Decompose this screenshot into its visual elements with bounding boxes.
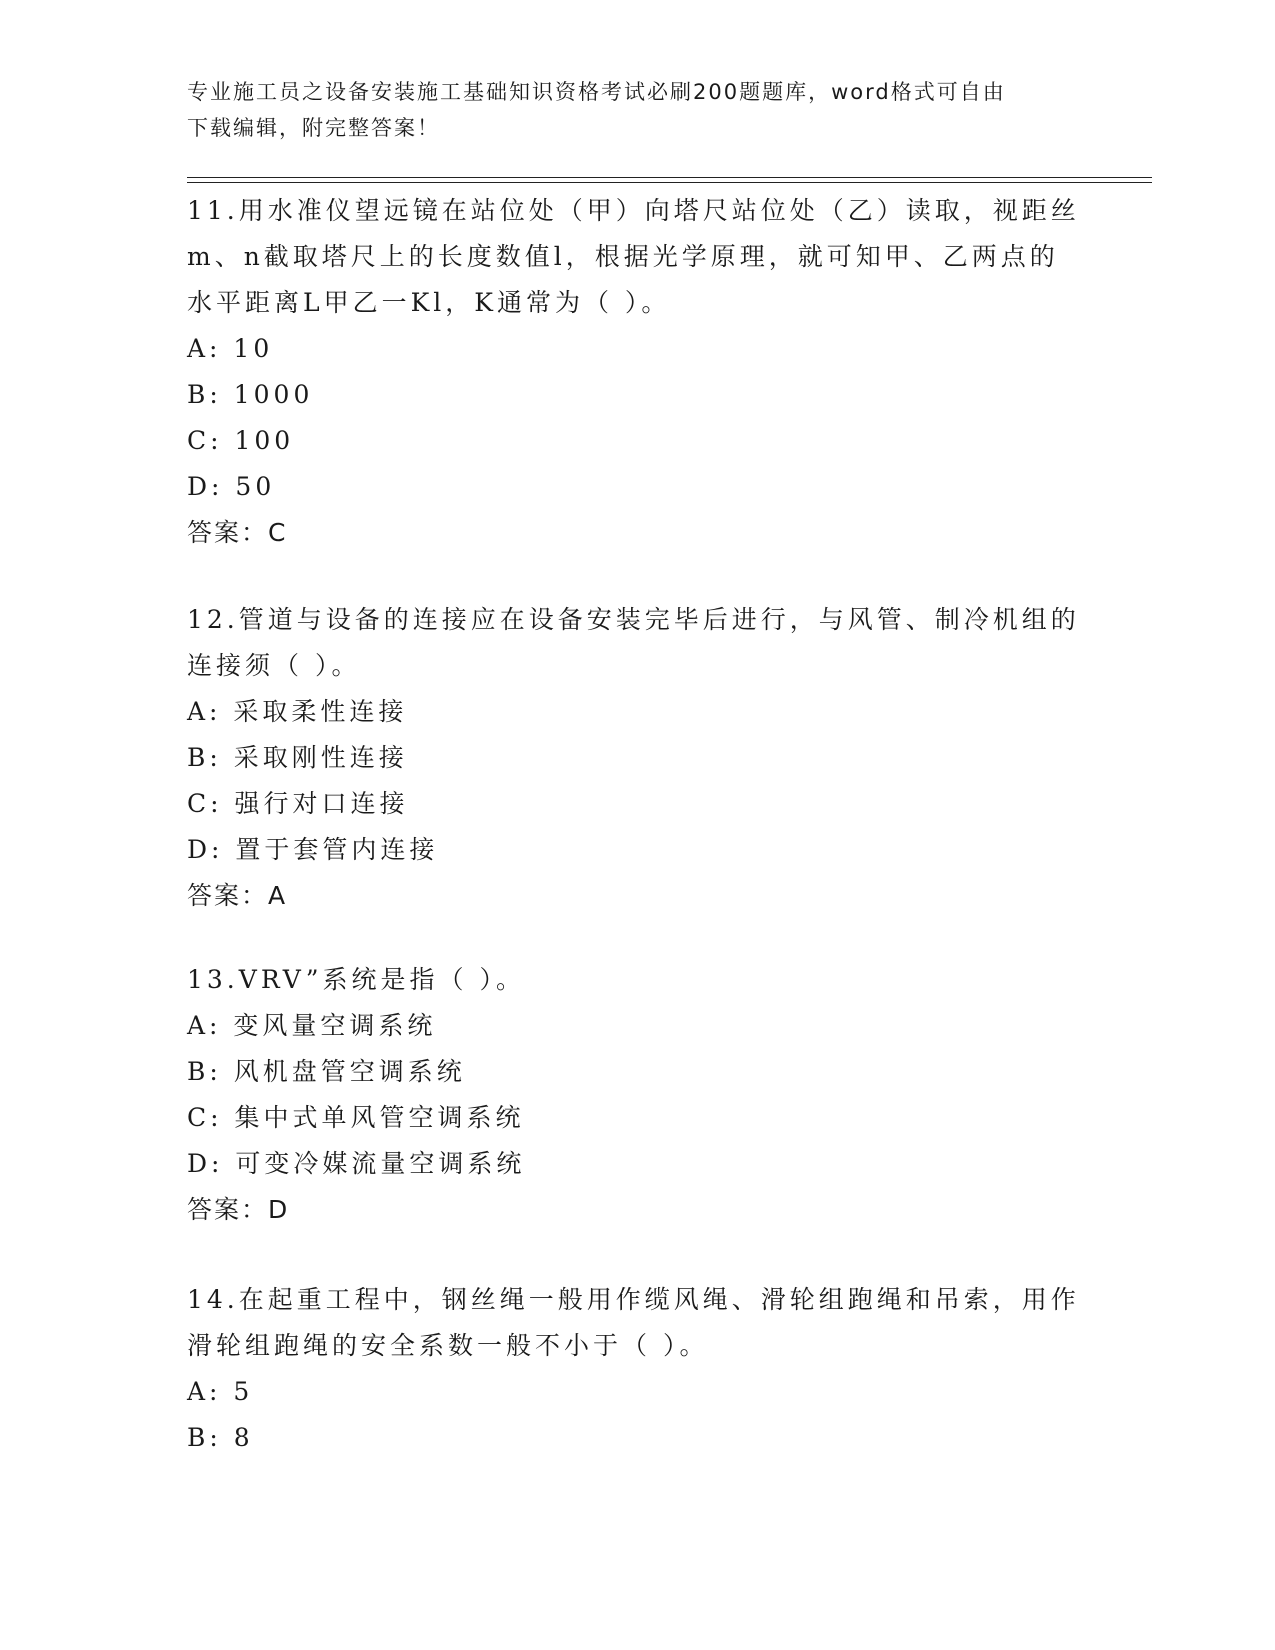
- answer-label: 答案：: [187, 518, 269, 547]
- question-14: [187, 1277, 1087, 1461]
- option-a: A: 5: [187, 1377, 254, 1406]
- answer-line: [187, 1187, 1087, 1233]
- question-stem-line: 滑轮组跑绳的安全系数一般不小于（ ）。: [187, 1331, 709, 1360]
- answer-line: [187, 873, 1087, 919]
- question-stem-line: 连接须（ ）。: [187, 651, 361, 680]
- answer-label: 答案：: [187, 881, 269, 910]
- option-b: B: 风机盘管空调系统: [187, 1057, 466, 1086]
- option-b: B: 8: [187, 1423, 254, 1452]
- option-b: B: 采取刚性连接: [187, 743, 408, 772]
- answer-value: C: [268, 518, 288, 547]
- header-divider-thin: [187, 177, 1152, 178]
- header-line-2: 下载编辑，附完整答案！: [187, 116, 440, 140]
- question-13: [187, 957, 1087, 1233]
- question-stem-line: 14.在起重工程中，钢丝绳一般用作缆风绳、滑轮组跑绳和吊索，用作: [187, 1285, 1080, 1314]
- option-a: A: 变风量空调系统: [187, 1011, 437, 1040]
- question-stem-line: 12.管道与设备的连接应在设备安装完毕后进行，与风管、制冷机组的: [187, 605, 1080, 634]
- option-a: A: 10: [187, 334, 274, 363]
- header-line-1: 专业施工员之设备安装施工基础知识资格考试必刷200题题库，word格式可自由: [187, 80, 1006, 104]
- question-stem-line: 13.VRV”系统是指（ ）。: [187, 965, 525, 994]
- option-b: B: 1000: [187, 380, 314, 409]
- answer-value: D: [268, 1195, 290, 1224]
- option-d: D: 可变冷媒流量空调系统: [187, 1149, 526, 1178]
- answer-value: A: [268, 881, 288, 910]
- document-header: [187, 74, 1067, 146]
- question-11: [187, 188, 1087, 556]
- question-12: [187, 597, 1087, 919]
- option-c: C: 集中式单风管空调系统: [187, 1103, 525, 1132]
- option-d: D: 50: [187, 472, 276, 501]
- option-d: D: 置于套管内连接: [187, 835, 439, 864]
- question-stem-line: 水平距离L甲乙一Kl，K通常为（ ）。: [187, 288, 671, 317]
- answer-line: [187, 510, 1087, 556]
- answer-label: 答案：: [187, 1195, 269, 1224]
- question-stem-line: 11.用水准仪望远镜在站位处（甲）向塔尺站位处（乙）读取，视距丝: [187, 196, 1080, 225]
- question-stem-line: m、n截取塔尺上的长度数值l，根据光学原理，就可知甲、乙两点的: [187, 242, 1059, 271]
- header-divider-thick: [187, 182, 1152, 183]
- option-a: A: 采取柔性连接: [187, 697, 408, 726]
- option-c: C: 100: [187, 426, 295, 455]
- option-c: C: 强行对口连接: [187, 789, 409, 818]
